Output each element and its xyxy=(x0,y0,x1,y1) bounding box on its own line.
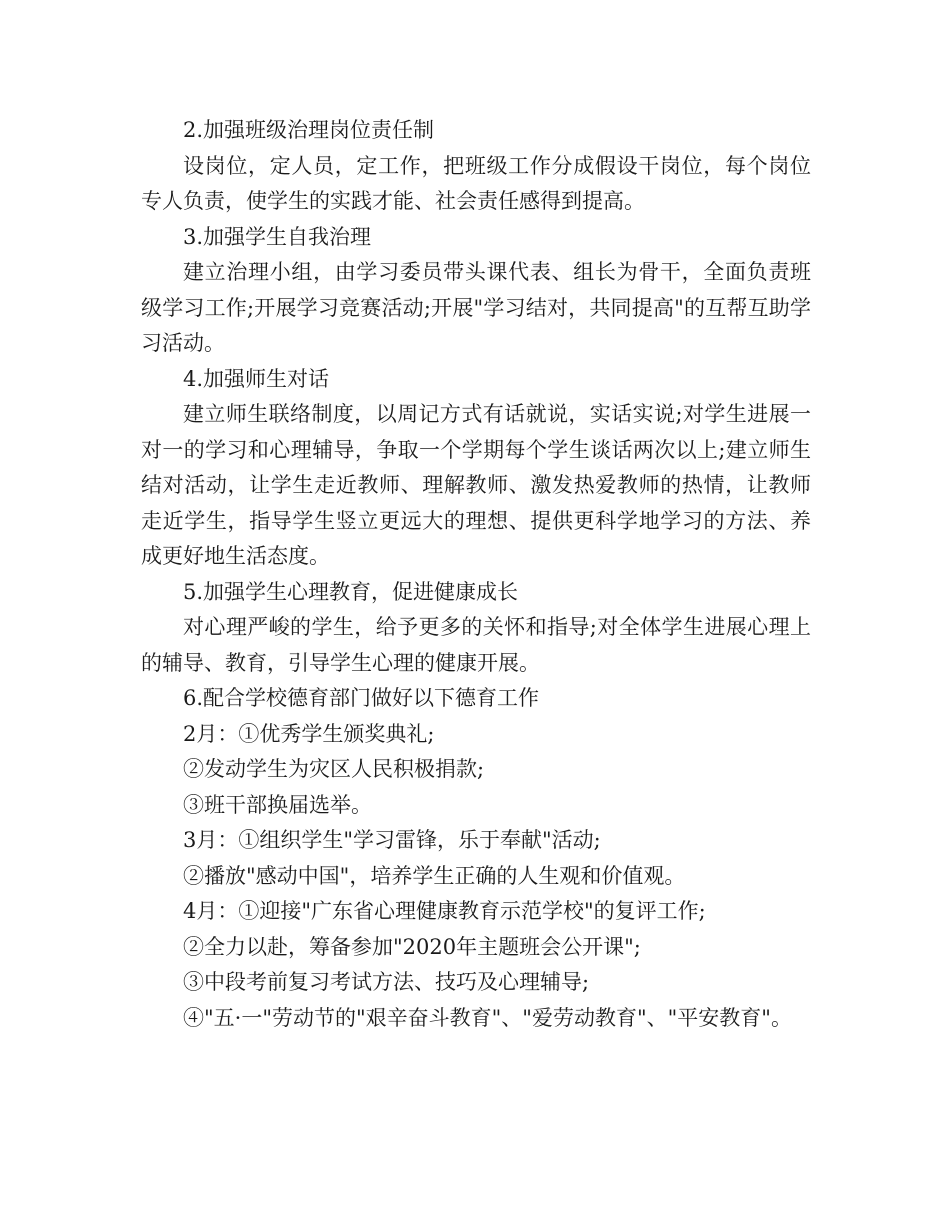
list-item: ②全力以赴，筹备参加"2020年主题班会公开课"; xyxy=(183,934,641,959)
list-item: 2月：①优秀学生颁奖典礼; xyxy=(183,721,435,746)
list-item: 3月：①组织学生"学习雷锋，乐于奉献"活动; xyxy=(183,828,601,852)
section-heading-3: 3.加强学生自我治理 xyxy=(183,224,372,249)
section-heading-5: 5.加强学生心理教育，促进健康成长 xyxy=(183,579,519,604)
paragraph-body: 建立师生联络制度，以周记方式有话就说，实话实说;对学生进展一对一的学习和心理辅导，争取一个学期每个学生谈话两次以上;建立师生结对活动，让学生走近教师、理解教师、激发热爱教师的热情，让教师走近学生，指导学生竖立更远大的理想、提供更科学地学习的方法、养成更好地生活态度。 xyxy=(141,402,811,568)
section-heading-6: 6.配合学校德育部门做好以下德育工作 xyxy=(183,686,540,710)
list-item: ③中段考前复习考试方法、技巧及心理辅导; xyxy=(183,970,590,994)
list-item: ③班干部换届选举。 xyxy=(183,792,372,817)
list-item: ④"五·一"劳动节的"艰辛奋斗教育"、"爱劳动教育"、"平安教育"。 xyxy=(183,1005,792,1030)
paragraph-body: 建立治理小组，由学习委员带头课代表、组长为骨干，全面负责班级学习工作;开展学习竞赛活动;开展"学习结对，共同提高"的互帮互助学习活动。 xyxy=(141,260,811,355)
list-item: ②播放"感动中国"，培养学生正确的人生观和价值观。 xyxy=(183,863,686,888)
paragraph-body: 对心理严峻的学生，给予更多的关怀和指导;对全体学生进展心理上的辅导、教育，引导学生心理的健康开展。 xyxy=(141,615,811,675)
list-item: ②发动学生为灾区人民积极捐款; xyxy=(183,757,485,781)
list-item: 4月：①迎接"广东省心理健康教育示范学校"的复评工作; xyxy=(183,899,706,923)
section-heading-2: 2.加强班级治理岗位责任制 xyxy=(183,118,435,142)
document-body xyxy=(141,113,811,1036)
paragraph-body: 设岗位，定人员，定工作，把班级工作分成假设干岗位，每个岗位专人负责，使学生的实践才能、社会责任感得到提高。 xyxy=(141,153,811,213)
section-heading-4: 4.加强师生对话 xyxy=(183,366,330,391)
